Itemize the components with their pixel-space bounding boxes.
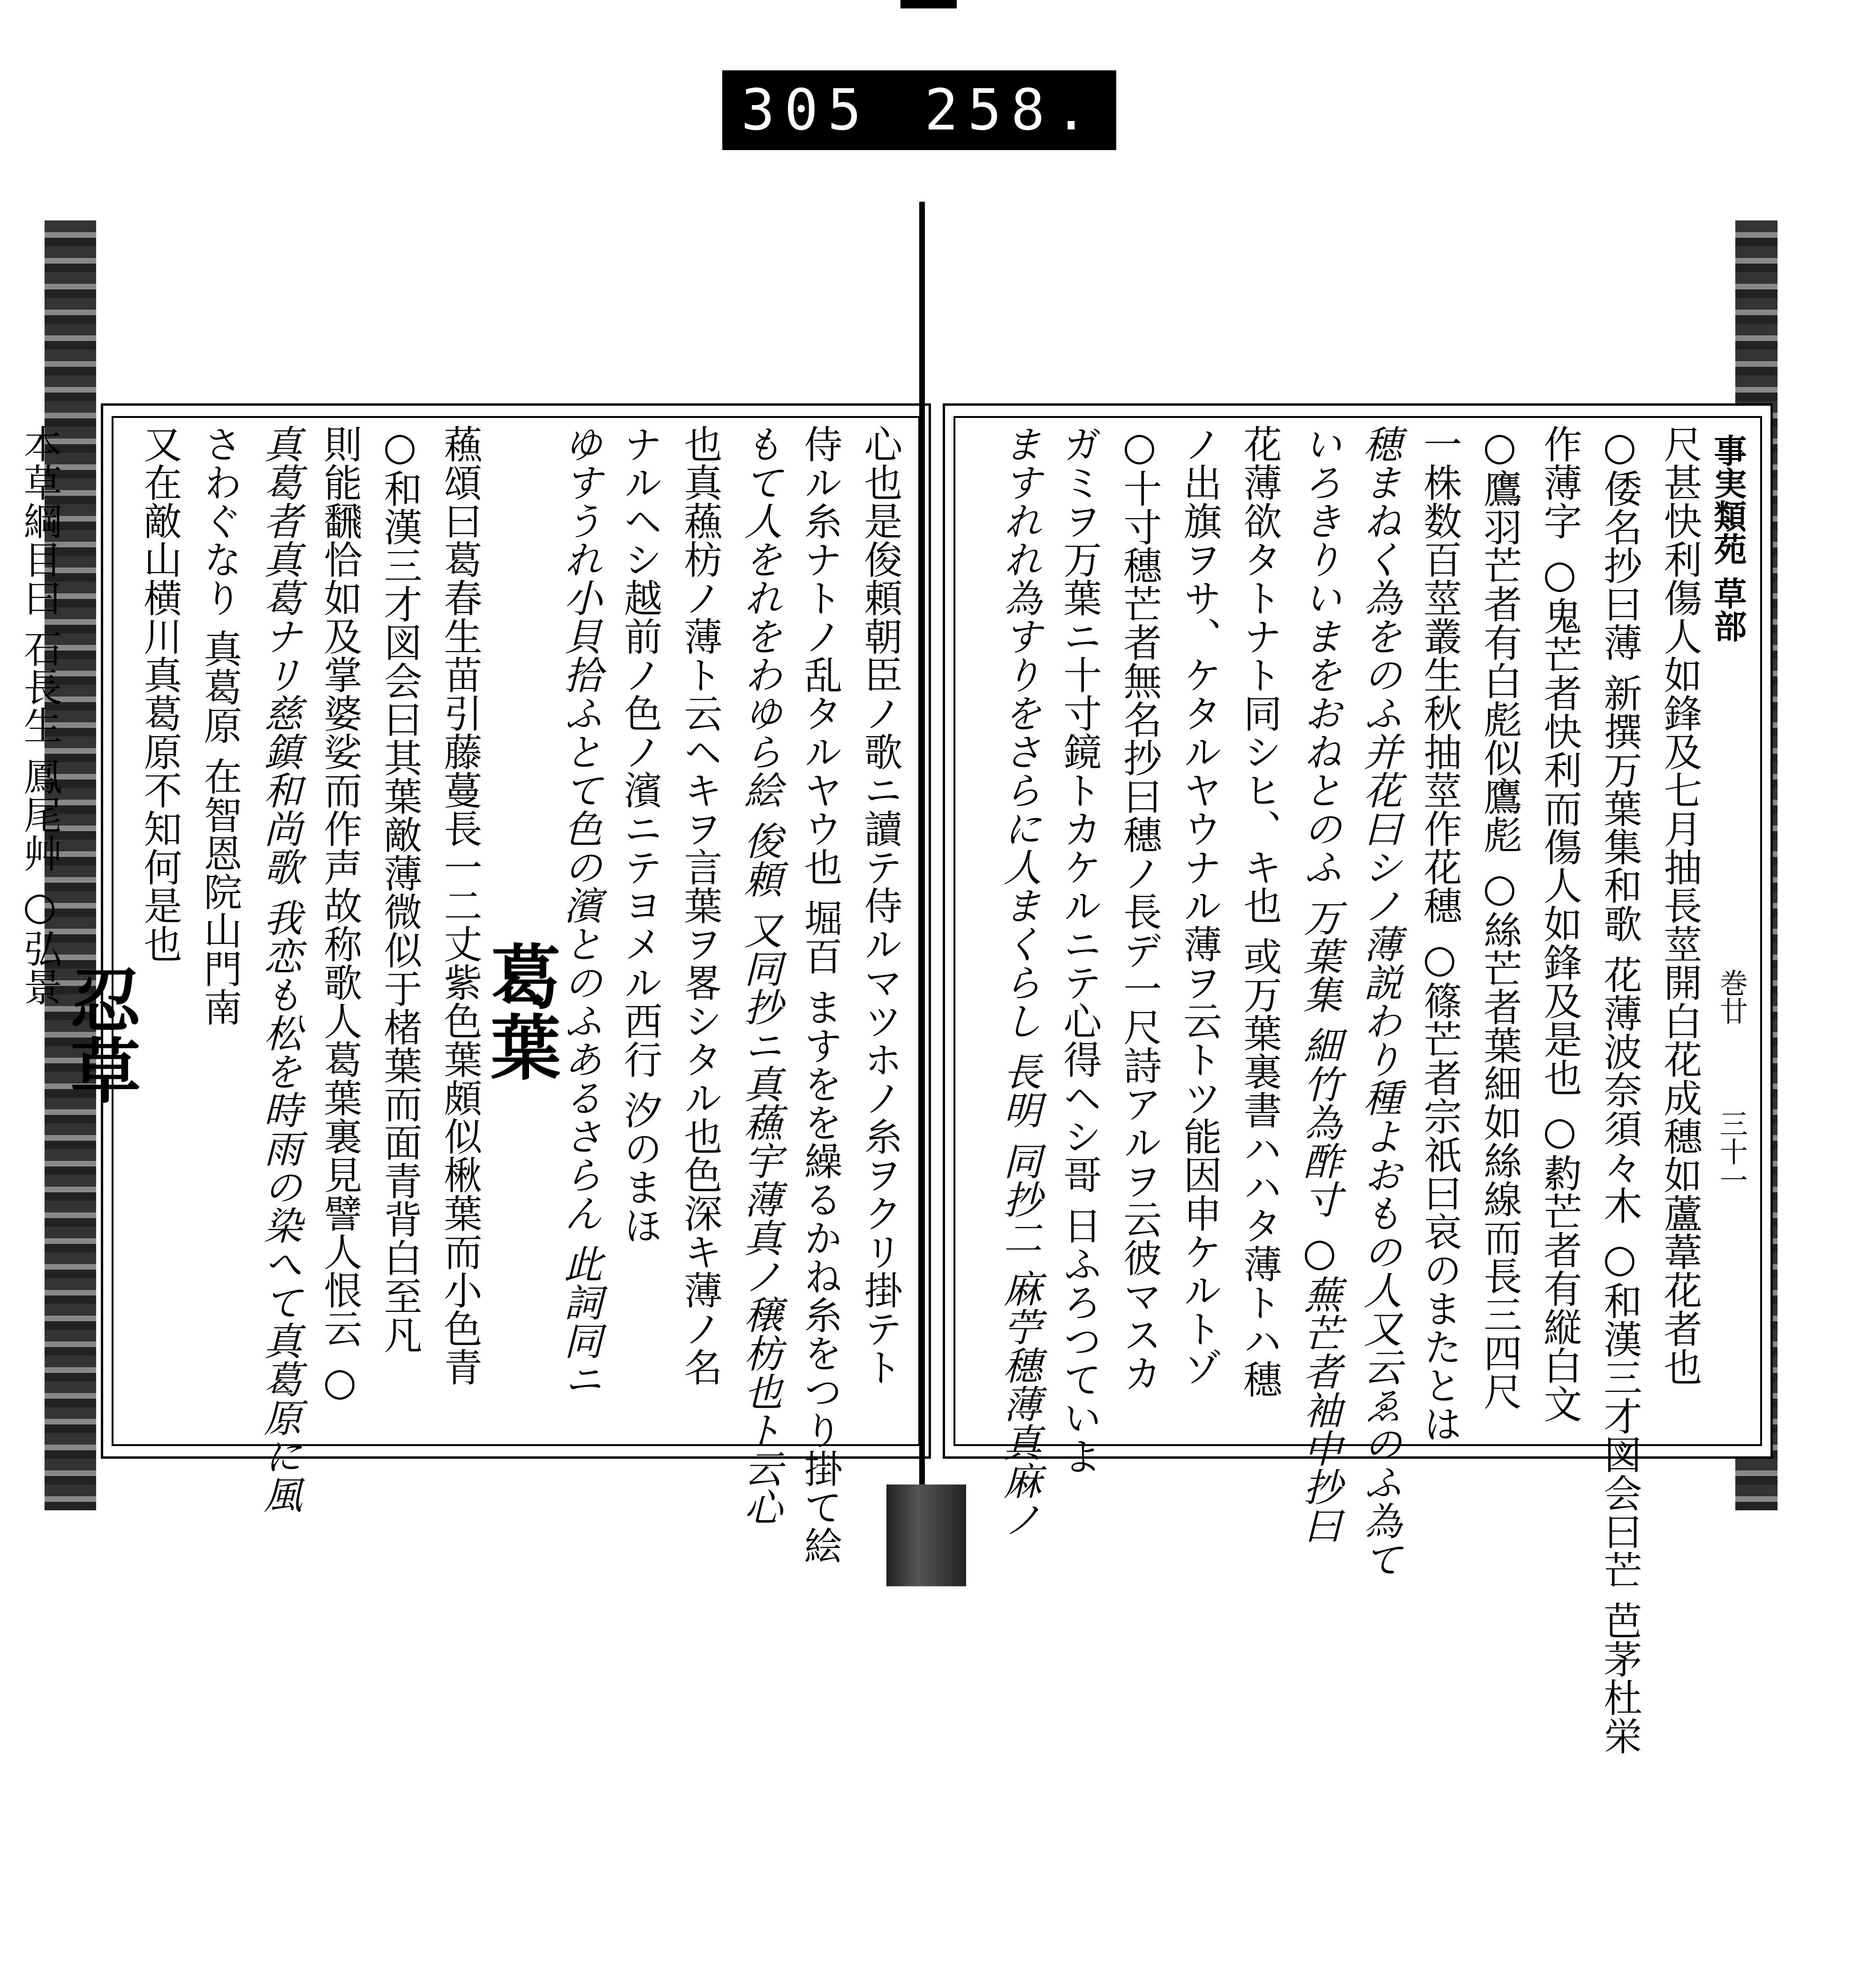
book-spine-line [919, 202, 925, 1487]
text-column: 蘓頌曰葛春生苗引藤蔓長一二丈紫色葉頗似楸葉而小色青 [438, 424, 482, 1386]
folio-number: 三十一 [1715, 1109, 1748, 1194]
text-column: 心也是俊頼朝臣ノ歌ニ讀テ侍ルマツホノ糸ヲクリ掛テト [858, 424, 902, 1386]
text-column: 一株数百莖叢生秋抽莖作花穗 ○篠芒者宗祇曰哀のまたとは [1417, 424, 1462, 1443]
text-column: ナルヘシ越前ノ色ノ濱ニテヨメル西行 汐のまほ [618, 424, 662, 1245]
catalog-number-label [722, 70, 1116, 150]
book-spine-bottom [886, 1485, 966, 1586]
text-column: 真葛者真葛ナリ慈鎮和尚歌 我恋も松を時雨の染へて真葛原に風 [257, 424, 302, 1514]
right-page [943, 403, 1773, 1755]
text-column: ますれれ為すりをさらに人まくらし 長明 同抄二 麻苧穗薄真麻ノ [997, 424, 1042, 1538]
section-heading-shinobugusa: 忍草 [58, 964, 141, 1105]
top-edge-mark [900, 0, 957, 8]
text-column: ○倭名抄曰薄 新撰万葉集和歌 花薄波奈須々木 ○和漢三才図会曰芒 芭茅杜栄 [1597, 424, 1642, 1755]
volume-label: 巻廿 [1715, 969, 1748, 1025]
text-column: もて人をれをわゆら絵 俊頼 又同抄ニ真蘓宇薄真ノ穣枋也ト云心 [738, 424, 782, 1526]
left-page [17, 403, 931, 1565]
right-page-text [964, 424, 1710, 1755]
catalog-number-right: 258. [924, 77, 1097, 143]
text-column: 侍ル糸ナトノ乱タルヤウ也 堀百 ますをを繰るかね糸をつり掛て絵 [798, 424, 842, 1565]
text-column: ゆすうれ小貝拾ふとて色の濱とのふあるさらん 此詞同ニ [558, 424, 602, 1399]
text-column: ○十寸穗芒者無名抄曰穗ノ長デ一尺詩アルヲ云彼マスカ [1117, 424, 1162, 1392]
text-column: 本草綱目曰 石長生 鳳尾艸 ○弘景 [17, 424, 62, 1006]
text-column: 花薄欲タトナト同シヒ、キ也 或万葉裏書ハハタ薄トハ穗 [1237, 424, 1282, 1399]
running-head: 事実類苑 草部 [1709, 434, 1747, 643]
text-column: 又在敵山横川真葛原不知何是也 [137, 424, 182, 963]
text-column: 穂まねく為をのふ并花曰シノ薄説わり種よおもの人又云ゑのふ為て [1357, 424, 1402, 1578]
left-page-text [17, 424, 910, 1565]
text-column: 則能飜恰如及掌婆娑而作声故称歌人葛葉裏見譬人恨云 ○ [318, 424, 362, 1405]
text-column: 尺甚快利傷人如鋒及七月抽長莖開白花成穗如蘆葦花者也 [1657, 424, 1702, 1386]
text-column: さわぐなり 真葛原 在智恩院山門南 [197, 424, 242, 1026]
text-column: ○和漢三才図会曰其葉敵薄微似于楮葉而面青背白至凡 [378, 424, 422, 1354]
text-column: いろきりいまをおねとのふ 万葉集 細竹為酢寸 ○蕪芒者袖中抄曰 [1297, 424, 1342, 1545]
text-column: 也真蘓枋ノ薄ト云ヘキヲ言葉ヲ畧シタル也色深キ薄ノ名 [678, 424, 722, 1386]
text-column: ノ出旗ヲサ、ケタルヤウナル薄ヲ云トツ能因申ケルトゾ [1177, 424, 1222, 1386]
text-column: 作薄字 ○鬼芒者快利而傷人如鋒及是也 ○䋤芒者有縦白文 [1537, 424, 1582, 1423]
text-column: ○鷹羽芒者有白彪似鷹彪 ○絲芒者葉細如絲線而長三四尺 [1477, 424, 1522, 1411]
catalog-number-left: 305 [741, 77, 871, 143]
section-heading-kuzu: 葛葉 [478, 940, 561, 1081]
text-column: ガミヲ万葉ニ十寸鏡トカケルニテ心得ヘシ哥 日ふろつていよ [1057, 424, 1102, 1476]
